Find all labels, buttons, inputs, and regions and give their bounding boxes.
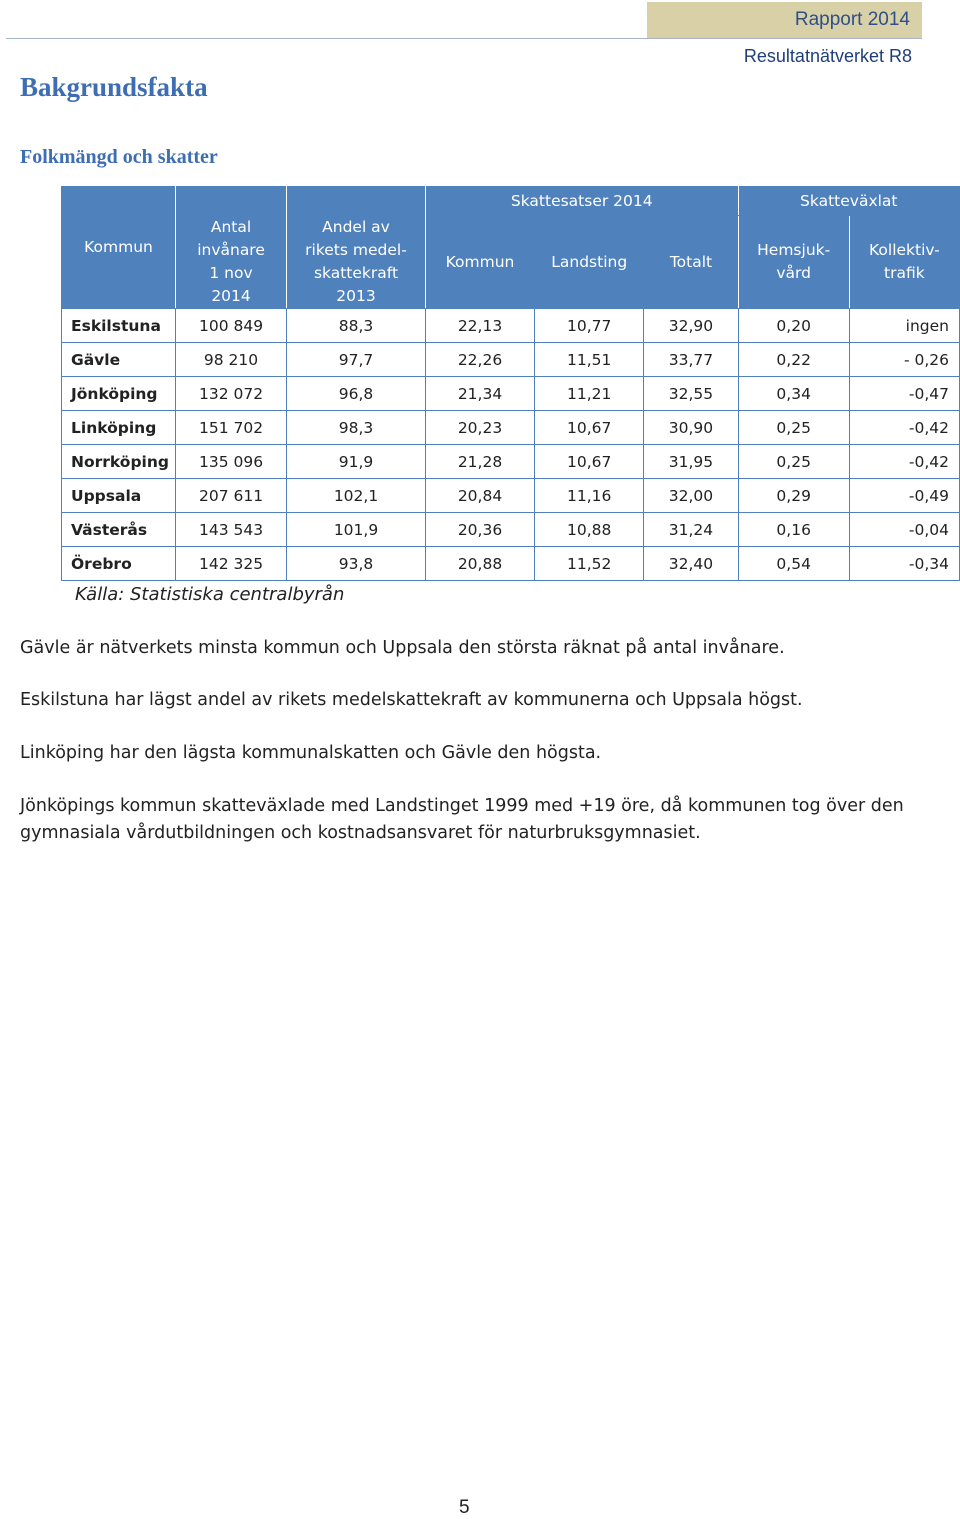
cell-kommun: Örebro <box>62 547 176 581</box>
cell-hemsjukvard: 0,34 <box>738 377 849 411</box>
cell-landsting: 10,67 <box>535 445 644 479</box>
group-header-skattevaxlat: Skatteväxlat <box>738 187 959 216</box>
col-header-kollektivtrafik: Kollektiv- trafik <box>849 216 959 309</box>
cell-kommunskatt: 21,34 <box>425 377 534 411</box>
cell-landsting: 11,51 <box>535 343 644 377</box>
cell-landsting: 11,16 <box>535 479 644 513</box>
group-header-skattesatser: Skattesatser 2014 <box>425 187 738 216</box>
cell-invanare: 100 849 <box>176 309 287 343</box>
cell-landsting: 10,67 <box>535 411 644 445</box>
cell-hemsjukvard: 0,16 <box>738 513 849 547</box>
col-header-totalt: Totalt <box>644 216 738 309</box>
cell-kollektivtrafik: -0,42 <box>849 411 959 445</box>
table-row <box>62 479 960 513</box>
cell-kollektivtrafik: - 0,26 <box>849 343 959 377</box>
paragraph-smallest-largest: Gävle är nätverkets minsta kommun och Uppsala den största räknat på antal invånare. <box>20 638 785 658</box>
cell-hemsjukvard: 0,25 <box>738 445 849 479</box>
cell-andel: 102,1 <box>287 479 426 513</box>
cell-kommunskatt: 20,88 <box>425 547 534 581</box>
cell-invanare: 98 210 <box>176 343 287 377</box>
cell-kollektivtrafik: -0,49 <box>849 479 959 513</box>
col-header-kommunskatt: Kommun <box>425 216 534 309</box>
cell-andel: 97,7 <box>287 343 426 377</box>
cell-andel: 101,9 <box>287 513 426 547</box>
table-row <box>62 513 960 547</box>
col-header-invanare: Antal invånare 1 nov 2014 <box>176 187 287 309</box>
cell-kollektivtrafik: -0,47 <box>849 377 959 411</box>
cell-kommun: Gävle <box>62 343 176 377</box>
paragraph-municipal-tax: Linköping har den lägsta kommunalskatten och Gävle den högsta. <box>20 743 602 763</box>
cell-invanare: 151 702 <box>176 411 287 445</box>
cell-invanare: 143 543 <box>176 513 287 547</box>
cell-hemsjukvard: 0,29 <box>738 479 849 513</box>
cell-landsting: 11,21 <box>535 377 644 411</box>
cell-invanare: 132 072 <box>176 377 287 411</box>
cell-hemsjukvard: 0,22 <box>738 343 849 377</box>
col-header-kommun: Kommun <box>62 187 176 309</box>
header-divider <box>6 38 922 39</box>
report-header-box <box>647 2 922 38</box>
page-number: 5 <box>459 1497 470 1518</box>
cell-totalt: 32,00 <box>644 479 738 513</box>
cell-andel: 88,3 <box>287 309 426 343</box>
cell-landsting: 10,88 <box>535 513 644 547</box>
section-title: Folkmängd och skatter <box>20 146 218 168</box>
network-name: Resultatnätverket R8 <box>743 46 912 66</box>
cell-kommun: Jönköping <box>62 377 176 411</box>
cell-kommun: Linköping <box>62 411 176 445</box>
cell-kollektivtrafik: -0,42 <box>849 445 959 479</box>
report-title: Rapport 2014 <box>794 9 910 30</box>
cell-hemsjukvard: 0,20 <box>738 309 849 343</box>
page-title: Bakgrundsfakta <box>20 72 208 102</box>
cell-kommunskatt: 20,36 <box>425 513 534 547</box>
cell-kommunskatt: 20,23 <box>425 411 534 445</box>
cell-kommun: Eskilstuna <box>62 309 176 343</box>
cell-totalt: 30,90 <box>644 411 738 445</box>
cell-totalt: 32,40 <box>644 547 738 581</box>
cell-kommunskatt: 22,26 <box>425 343 534 377</box>
col-header-andel: Andel av rikets medel- skattekraft 2013 <box>287 187 426 309</box>
cell-invanare: 135 096 <box>176 445 287 479</box>
cell-hemsjukvard: 0,25 <box>738 411 849 445</box>
table-source: Källa: Statistiska centralbyrån <box>75 584 345 605</box>
cell-landsting: 10,77 <box>535 309 644 343</box>
cell-landsting: 11,52 <box>535 547 644 581</box>
cell-totalt: 32,90 <box>644 309 738 343</box>
paragraph-tax-exchange: Jönköpings kommun skatteväxlade med Landstinget 1999 med +19 öre, då kommunen tog över den gymnasiala vårdutbildningen och kostnadsansvaret för naturbruksgymnasiet. <box>20 796 904 843</box>
cell-invanare: 142 325 <box>176 547 287 581</box>
table-row <box>62 445 960 479</box>
col-header-hemsjukvard: Hemsjuk- vård <box>738 216 849 309</box>
cell-kommun: Uppsala <box>62 479 176 513</box>
paragraph-tax-capacity: Eskilstuna har lägst andel av rikets medelskattekraft av kommunerna och Uppsala högst. <box>20 690 803 710</box>
cell-kollektivtrafik: ingen <box>849 309 959 343</box>
cell-totalt: 31,95 <box>644 445 738 479</box>
table-row <box>62 377 960 411</box>
cell-kommunskatt: 21,28 <box>425 445 534 479</box>
cell-andel: 98,3 <box>287 411 426 445</box>
cell-hemsjukvard: 0,54 <box>738 547 849 581</box>
table-row <box>62 411 960 445</box>
cell-kommun: Västerås <box>62 513 176 547</box>
col-header-landsting: Landsting <box>535 216 644 309</box>
cell-kommunskatt: 20,84 <box>425 479 534 513</box>
table-row <box>62 343 960 377</box>
cell-andel: 91,9 <box>287 445 426 479</box>
table-row <box>62 547 960 581</box>
cell-invanare: 207 611 <box>176 479 287 513</box>
cell-totalt: 33,77 <box>644 343 738 377</box>
cell-andel: 96,8 <box>287 377 426 411</box>
cell-totalt: 32,55 <box>644 377 738 411</box>
table-header-row-groups <box>62 187 960 216</box>
cell-andel: 93,8 <box>287 547 426 581</box>
cell-kommun: Norrköping <box>62 445 176 479</box>
cell-kollektivtrafik: -0,04 <box>849 513 959 547</box>
table-row <box>62 309 960 343</box>
cell-totalt: 31,24 <box>644 513 738 547</box>
cell-kommunskatt: 22,13 <box>425 309 534 343</box>
cell-kollektivtrafik: -0,34 <box>849 547 959 581</box>
tax-table <box>61 186 960 581</box>
